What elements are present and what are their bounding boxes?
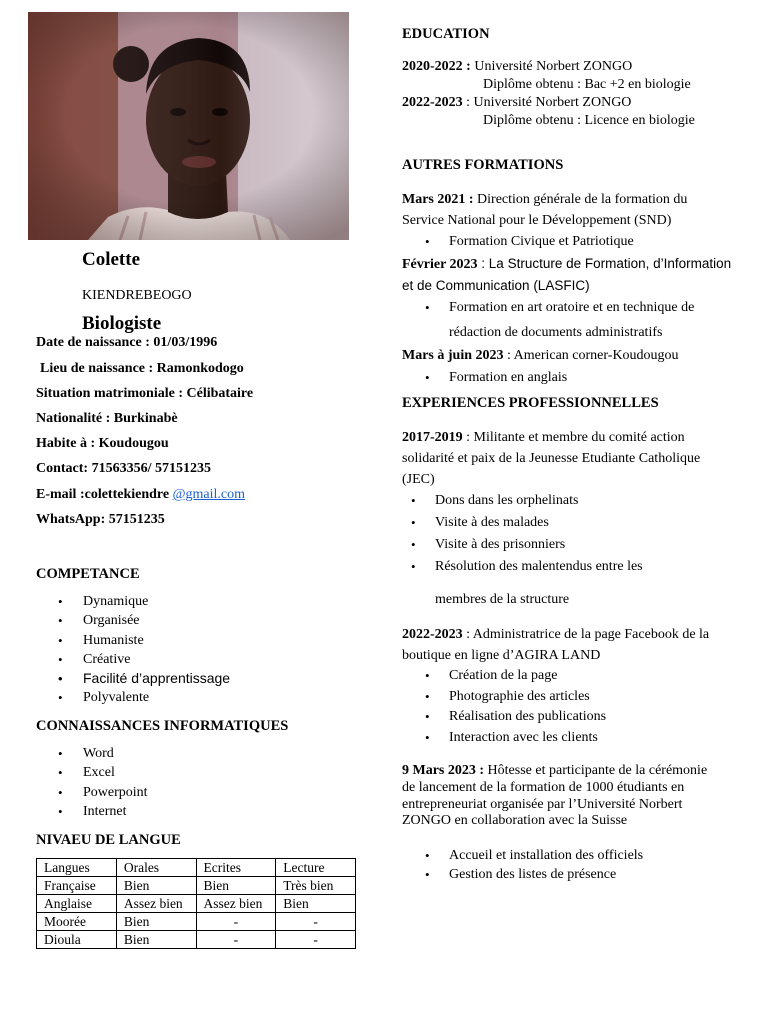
list-item: • Dynamique <box>58 592 230 611</box>
education-school: Université Norbert ZONGO <box>470 59 633 74</box>
whatsapp: WhatsApp: 57151235 <box>36 512 165 527</box>
table-cell: Dioula <box>37 931 117 949</box>
email-link[interactable]: @gmail.com <box>172 487 245 502</box>
table-row <box>37 877 356 895</box>
skills-heading: COMPETANCE <box>36 566 140 582</box>
table-cell: Française <box>37 877 117 895</box>
table-row <box>37 931 356 949</box>
experience-text: : Administratrice de la page Facebook de la boutique en ligne d’AGIRA LAND <box>402 627 710 663</box>
experience-date: 9 Mars 2023 : <box>402 763 485 778</box>
job-title: Biologiste <box>82 313 162 334</box>
training-text: : American corner-Koudougou <box>503 348 679 363</box>
education-heading: EDUCATION <box>402 26 490 42</box>
nationality: Nationalité : Burkinabè <box>36 411 178 426</box>
experience-text: : Militante et membre du comité action solidarité et paix de la Jeunesse Etudiante Catholique (JEC) <box>402 430 701 487</box>
education-year: 2022-2023 <box>402 95 463 110</box>
list-item: • Accueil et installation des officiels <box>425 847 643 866</box>
it-list <box>58 744 148 821</box>
education-school: : Université Norbert ZONGO <box>462 95 632 110</box>
table-cell: Bien <box>116 913 196 931</box>
experience-list <box>411 490 643 578</box>
list-item: • Powerpoint <box>58 783 148 802</box>
list-item: • Résolution des malentendus entre les <box>411 556 643 578</box>
list-item: • Humaniste <box>58 631 230 650</box>
list-item: • Excel <box>58 763 148 782</box>
experience-list <box>425 666 606 749</box>
education-year: 2020-2022 : <box>402 59 471 74</box>
list-item: • Gestion des listes de présence <box>425 866 643 885</box>
experience-entry <box>402 427 727 490</box>
education-entry <box>402 94 732 130</box>
list-item: • Internet <box>58 802 148 821</box>
list-item: • Visite à des malades <box>411 512 643 534</box>
list-item: • Dons dans les orphelinats <box>411 490 643 512</box>
table-cell: Anglaise <box>37 895 117 913</box>
training-list <box>425 232 634 252</box>
table-header: Langues <box>37 859 117 877</box>
training-list <box>425 368 567 388</box>
table-row <box>37 913 356 931</box>
experience-item-continued: membres de la structure <box>435 592 570 607</box>
list-item: • Polyvalente <box>58 688 230 707</box>
table-header: Orales <box>116 859 196 877</box>
table-cell: Bien <box>276 895 356 913</box>
last-name: KIENDREBEOGO <box>82 288 192 303</box>
list-item: • Organisée <box>58 611 230 630</box>
birth-place: Lieu de naissance : Ramonkodogo <box>40 361 244 376</box>
list-item: • Facilité d’apprentissage <box>58 669 230 688</box>
experience-text: Hôtesse et participante de la cérémonie de lancement de la formation de 1000 étudiants en entrepreneuriat organisée par l’Université Norbert ZONGO en collaboration avec la Suisse <box>402 763 708 829</box>
table-header: Lecture <box>276 859 356 877</box>
experience-entry <box>402 624 722 666</box>
table-cell: - <box>276 931 356 949</box>
list-item: • Visite à des prisonniers <box>411 534 643 556</box>
profile-photo <box>28 12 349 240</box>
training-entry <box>402 346 732 366</box>
list-item: • Formation Civique et Patriotique <box>425 232 634 252</box>
training-list <box>425 295 735 345</box>
experience-list <box>425 847 643 884</box>
list-item: • Photographie des articles <box>425 687 606 708</box>
list-item: • Interaction avec les clients <box>425 728 606 749</box>
education-entry <box>402 58 732 94</box>
table-cell: - <box>196 931 276 949</box>
birth-date: Date de naissance : 01/03/1996 <box>36 335 218 350</box>
email <box>36 488 245 502</box>
table-cell: Moorée <box>37 913 117 931</box>
skills-list <box>58 592 230 708</box>
training-date: Février 2023 <box>402 257 478 272</box>
email-label: E-mail :colettekiendre <box>36 487 170 502</box>
languages-heading: NIVAEU DE LANGUE <box>36 832 181 848</box>
training-date: Mars à juin 2023 <box>402 348 504 363</box>
list-item: • Créative <box>58 650 230 669</box>
table-cell: - <box>276 913 356 931</box>
table-cell: Très bien <box>276 877 356 895</box>
contact-phone: Contact: 71563356/ 57151235 <box>36 461 211 476</box>
list-item: • Formation en art oratoire et en technique de rédaction de documents administratifs <box>425 295 735 345</box>
table-cell: - <box>196 913 276 931</box>
table-row <box>37 895 356 913</box>
experience-date: 2017-2019 <box>402 430 463 445</box>
residence: Habite à : Koudougou <box>36 436 169 451</box>
list-item: • Création de la page <box>425 666 606 687</box>
table-header-row <box>37 859 356 877</box>
table-cell: Assez bien <box>116 895 196 913</box>
table-cell: Bien <box>116 877 196 895</box>
languages-table <box>36 858 356 949</box>
list-item: • Réalisation des publications <box>425 707 606 728</box>
experience-date: 2022-2023 <box>402 627 463 642</box>
training-entry <box>402 189 732 231</box>
list-item: • Formation en anglais <box>425 368 567 388</box>
training-heading: AUTRES FORMATIONS <box>402 157 564 173</box>
education-diploma: Diplôme obtenu : Licence en biologie <box>483 113 695 128</box>
education-diploma: Diplôme obtenu : Bac +2 en biologie <box>483 77 691 92</box>
first-name: Colette <box>82 249 141 270</box>
experience-heading: EXPERIENCES PROFESSIONNELLES <box>402 395 659 411</box>
training-text: : La Structure de Formation, d’Information et de Communication (LASFIC) <box>402 256 732 293</box>
training-entry <box>402 253 732 297</box>
table-cell: Assez bien <box>196 895 276 913</box>
table-cell: Bien <box>116 931 196 949</box>
marital-status: Situation matrimoniale : Célibataire <box>36 386 254 401</box>
experience-entry <box>402 763 717 830</box>
table-cell: Bien <box>196 877 276 895</box>
training-date: Mars 2021 : <box>402 192 474 207</box>
it-heading: CONNAISSANCES INFORMATIQUES <box>36 718 289 734</box>
table-header: Ecrites <box>196 859 276 877</box>
training-text: Direction générale de la formation du Service National pour le Développement (SND) <box>402 192 688 228</box>
list-item: • Word <box>58 744 148 763</box>
